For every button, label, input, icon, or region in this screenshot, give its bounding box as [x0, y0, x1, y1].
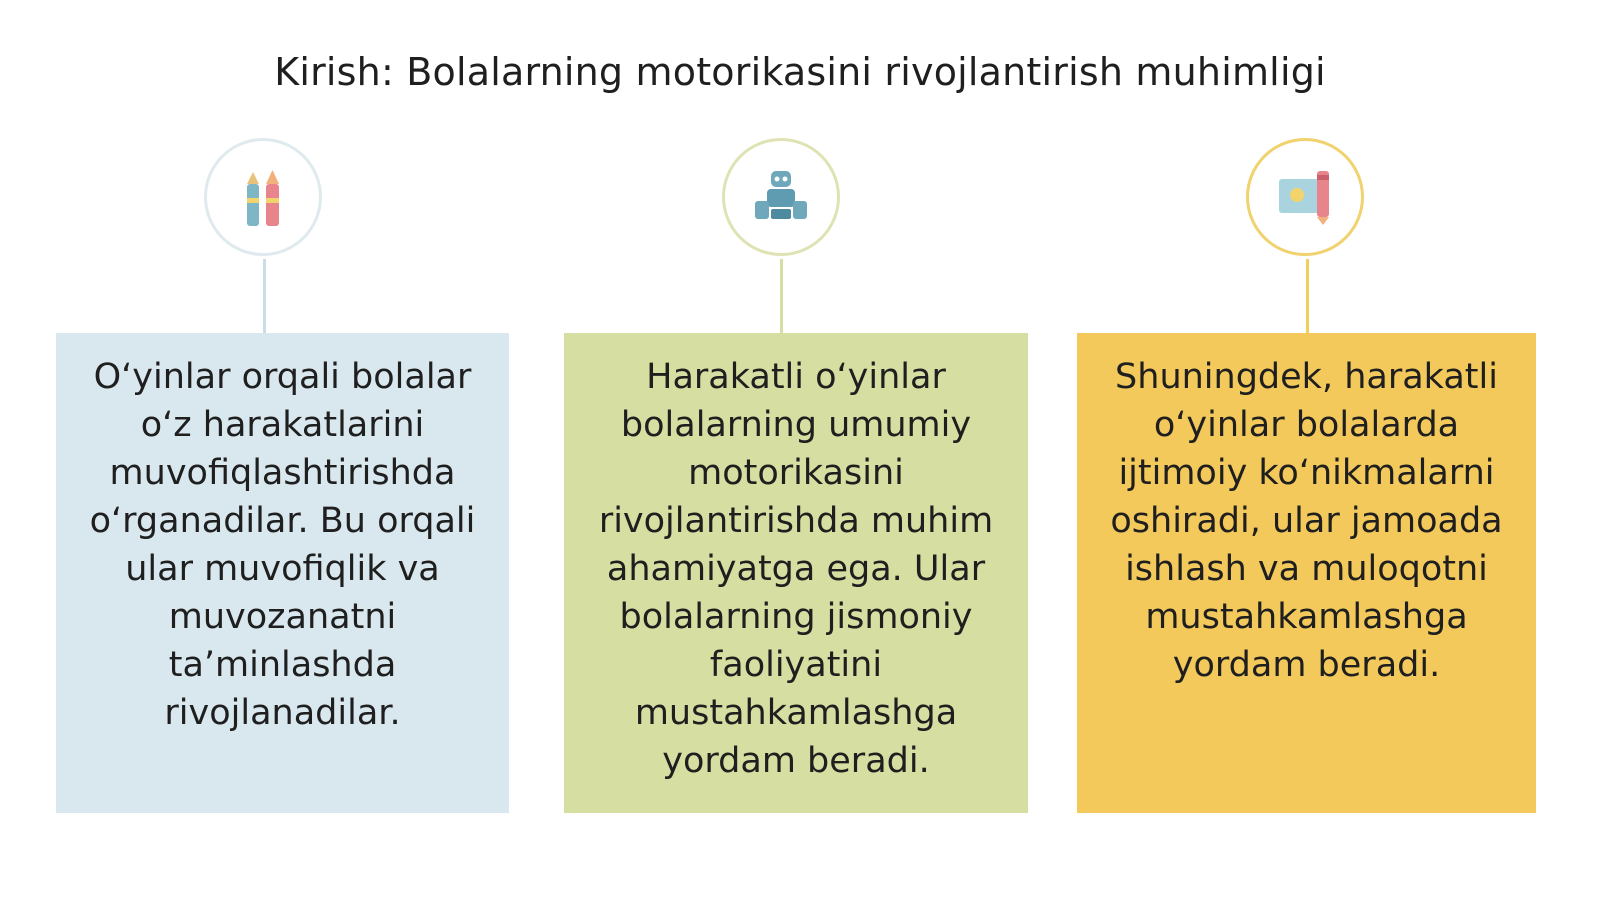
robot-toy-icon [749, 165, 813, 229]
card-3 [1077, 333, 1536, 813]
card-2 [564, 333, 1028, 813]
pencils-icon [233, 162, 293, 232]
slide-title: Kirish: Bolalarning motorikasini rivojlantirish muhimligi [274, 50, 1326, 94]
connector-2 [780, 259, 783, 333]
drawing-board-icon [1273, 165, 1337, 229]
card-1-text: O‘yinlar orqali bolalar o‘z harakatlarini muvofiqlashtirishda o‘rganadilar. Bu orqali ular muvofiqlik va muvozanatni ta’minlashda rivojlanadilar. [89, 357, 476, 733]
connector-3 [1306, 259, 1309, 333]
card-2-text: Harakatli o‘yinlar bolalarning umumiy motorikasini rivojlantirishda muhim ahamiyatga ega. Ular bolalarning jismoniy faoliyatini mustahkamlashga yordam beradi. [598, 357, 994, 781]
card-3-text: Shuningdek, harakatli o‘yinlar bolalarda ijtimoiy ko‘nikmalarni oshiradi, ular jamoada ishlash va muloqotni mustahkamlashga yordam beradi. [1110, 357, 1503, 685]
icon-circle-1 [204, 138, 322, 256]
icon-circle-3 [1246, 138, 1364, 256]
card-1 [56, 333, 509, 813]
icon-circle-2 [722, 138, 840, 256]
connector-1 [263, 259, 266, 333]
